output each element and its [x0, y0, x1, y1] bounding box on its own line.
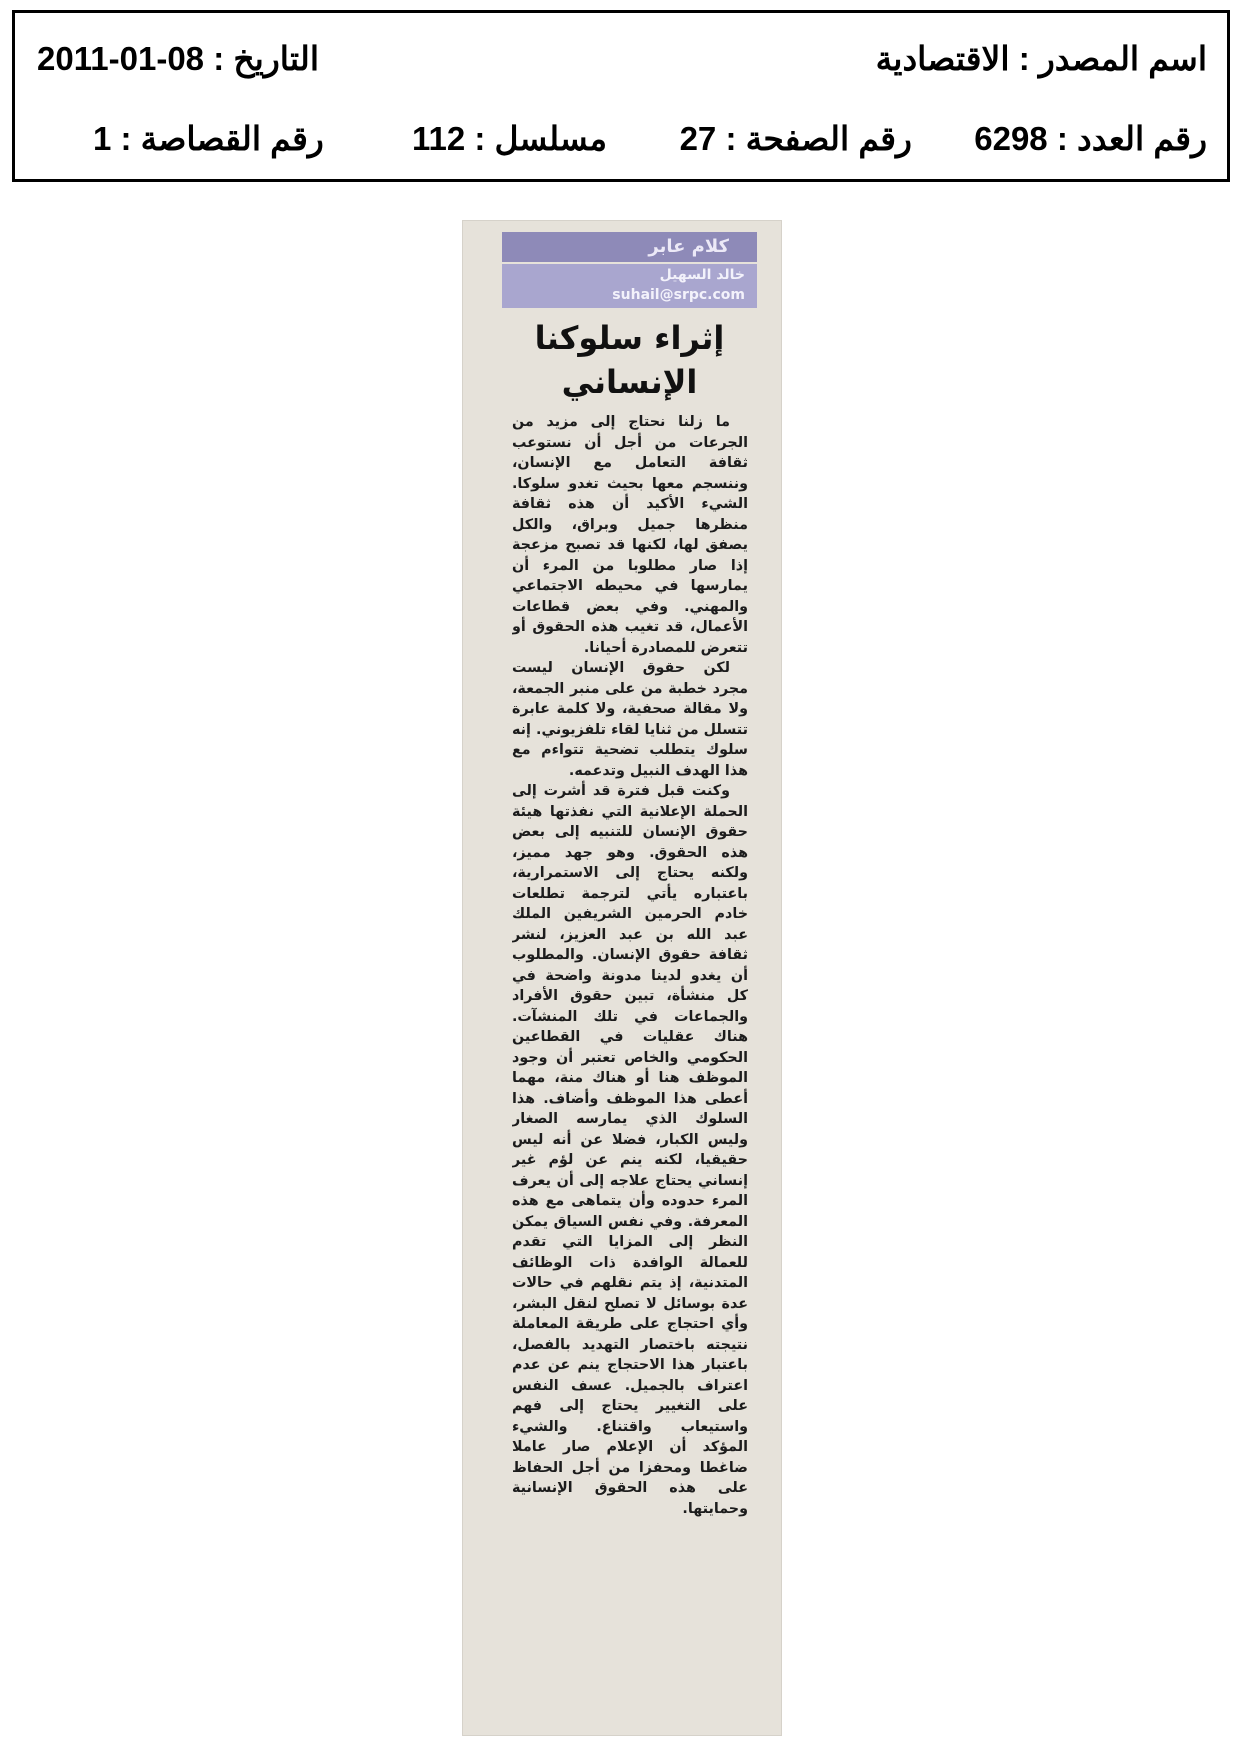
- article-body: [512, 412, 748, 1724]
- source-label: اسم المصدر : الاقتصادية: [875, 40, 1207, 77]
- title-line-1: إثراء سلوكنا: [534, 319, 725, 357]
- author-email: suhail@srpc.com: [612, 287, 745, 303]
- issue-number-label: رقم العدد : 6298: [974, 120, 1207, 157]
- serial-label: مسلسل : 112: [411, 120, 607, 157]
- page-number-label: رقم الصفحة : 27: [679, 120, 912, 157]
- article-title: [502, 316, 757, 404]
- author-box: [502, 264, 757, 308]
- paragraph: وكنت قبل فترة قد أشرت إلى الحملة الإعلانية التي نفذتها هيئة حقوق الإنسان للتنبيه إلى بعض هذه الحقوق. وهو جهد مميز، ولكنه يحتاج إلى الاستمرارية، باعتباره يأتي لترجمة تطلعات خادم الحرمين الشريفين الملك عبد الله بن عبد العزيز، لنشر ثقافة حقوق الإنسان. والمطلوب أن يغدو لدينا مدونة واضحة في كل منشأة، تبين حقوق الأفراد والجماعات في تلك المنشآت. هناك عقليات في القطاعين الحكومي والخاص تعتبر أن وجود الموظف هنا أو هناك منة، مهما أعطى هذا الموظف وأضاف. هذا السلوك الذي يمارسه الصغار وليس الكبار، فضلا عن أنه ليس حقيقيا، لكنه ينم عن لؤم غير إنساني يحتاج علاجه إلى أن يعرف المرء حدوده وأن يتماهى مع هذه المعرفة. وفي نفس السياق يمكن النظر إلى المزايا التي تقدم للعمالة الوافدة ذات الوظائف المتدنية، إذ يتم نقلهم في حالات عدة بوسائل لا تصلح لنقل البشر، وأي احتجاج على طريقة المعاملة نتيجته باختصار التهديد بالفصل، باعتبار هذا الاحتجاج ينم عن عدم اعتراف بالجميل. عسف النفس على التغيير يحتاج إلى فهم واستيعاب واقتناع. والشيء المؤكد أن الإعلام صار عاملا ضاغطا ومحفزا من أجل الحفاظ على هذه الحقوق الإنسانية وحمايتها.: [512, 783, 748, 1517]
- metadata-header: [12, 10, 1230, 182]
- title-line-2: الإنساني: [561, 363, 698, 401]
- clip-number-label: رقم القصاصة : 1: [93, 120, 324, 157]
- paragraph: لكن حقوق الإنسان ليست مجرد خطبة من على منبر الجمعة، ولا مقالة صحفية، ولا كلمة عابرة تتسلل من ثنايا لقاء تلفزيوني. إنه سلوك يتطلب تضحية تتواءم مع هذا الهدف النبيل وتدعمه.: [512, 660, 748, 779]
- column-label: كلام عابر: [502, 232, 757, 262]
- newspaper-clipping: [462, 220, 782, 1736]
- paragraph: ما زلنا نحتاج إلى مزيد من الجرعات من أجل أن نستوعب ثقافة التعامل مع الإنسان، وننسجم معها بحيث تغدو سلوكا. الشيء الأكيد أن هذه ثقافة منظرها جميل وبراق، والكل يصفق لها، لكنها قد تصبح مزعجة إذا صار مطلوبا من المرء أن يمارسها في محيطه الاجتماعي والمهني. وفي بعض قطاعات الأعمال، قد تغيب هذه الحقوق أو تتعرض للمصادرة أحيانا.: [512, 414, 748, 656]
- author-name: خالد السهيل: [659, 267, 745, 283]
- date-label: التاريخ : 08-01-2011: [37, 40, 320, 77]
